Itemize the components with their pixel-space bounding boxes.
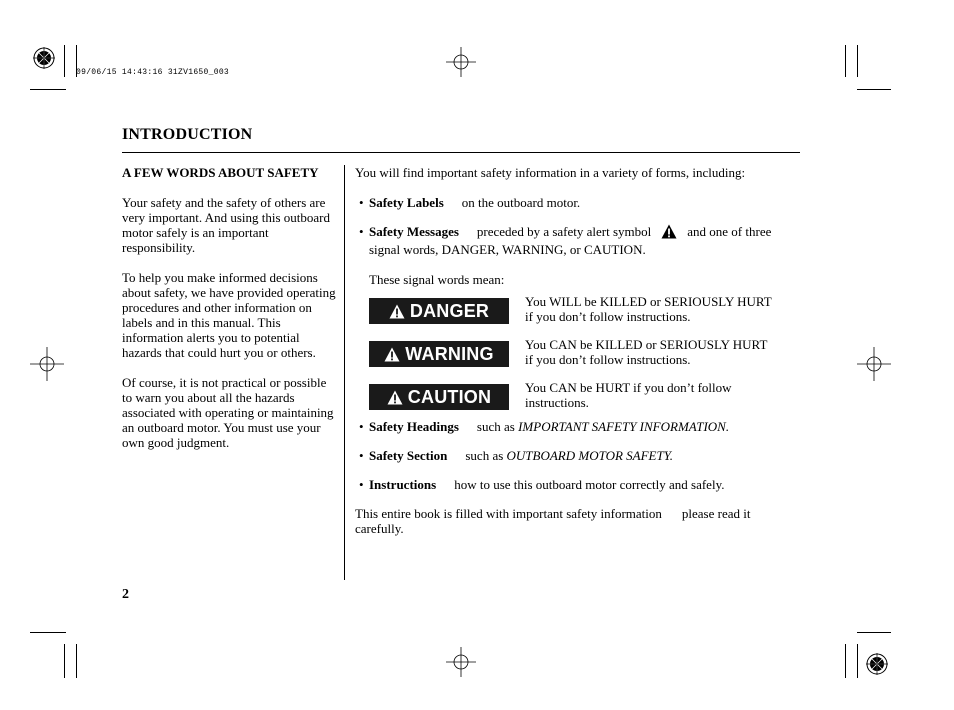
bullet-safety-headings [355,419,800,434]
bullet-label: Safety Headings [369,419,459,434]
signal-word: DANGER [409,300,490,321]
page-number: 2 [122,587,129,602]
safety-alert-icon [384,347,400,362]
bullet-text: such as [476,419,515,434]
bullet-text: and one of three signal words, DANGER, WARNING, or CAUTION. [369,224,772,257]
crop-line [76,644,77,678]
bullet-dot: • [359,448,364,463]
bullet-dot: • [359,195,364,210]
bullet-label: Safety Labels [369,195,444,210]
crop-line [857,45,858,77]
safety-heading: A FEW WORDS ABOUT SAFETY [122,165,319,180]
signal-meaning: You WILL be KILLED or SERIOUSLY HURT if you don’t follow instructions. [525,294,772,324]
bullet-text: how to use this outboard motor correctly and safely. [454,477,725,492]
signal-row-caution [369,380,800,410]
crop-line [64,644,65,678]
bullet-text: such as [465,448,504,463]
closing-part: This entire book is filled with important safety information [355,506,662,521]
signal-word: CAUTION [407,386,492,407]
bullet-safety-messages [355,224,800,257]
paragraph: Your safety and the safety of others are very important. And using this outboard motor safely is an important responsibility. [122,195,330,255]
safety-alert-icon [661,224,677,242]
crop-line [857,89,891,90]
signal-meaning: You CAN be HURT if you don’t follow instructions. [525,380,732,410]
paragraph: To help you make informed decisions about safety, we have provided operating procedures and other information on labels and in this manual. This information alerts you to potential hazards that could hurt you or others. [122,270,336,360]
bullet-label: Safety Messages [369,224,459,239]
crosshair-mark-top [446,47,476,82]
safety-alert-icon [387,390,403,405]
warning-signal-box [369,341,509,367]
signal-row-warning [369,337,800,367]
intro-text: You will find important safety information in a variety of forms, including: [355,165,746,180]
caution-signal-box [369,384,509,410]
column-divider [344,165,345,580]
signal-word: WARNING [405,343,494,364]
print-stamp: 09/06/15 14:43:16 31ZV1650_003 [76,68,230,77]
signal-meaning: You CAN be KILLED or SERIOUSLY HURT if you don’t follow instructions. [525,337,768,367]
crop-line [857,644,858,678]
crosshair-mark-bottom [446,647,476,682]
bullet-instructions [355,477,800,492]
bullet-dot: • [359,419,364,434]
registration-mark-top-left [33,47,55,74]
crop-line [857,632,891,633]
bullet-emphasis: IMPORTANT SAFETY INFORMATION. [518,419,730,434]
right-column [355,165,800,536]
safety-alert-icon [389,304,405,319]
crop-line [845,45,846,77]
danger-signal-box [369,298,509,324]
bullet-safety-section [355,448,800,463]
left-column [122,165,337,465]
bullet-dot: • [359,224,364,239]
header-rule [122,152,800,153]
crop-line [845,644,846,678]
bullet-emphasis: OUTBOARD MOTOR SAFETY. [506,448,674,463]
crop-line [30,632,66,633]
bullet-text: preceded by a safety alert symbol [476,224,652,239]
crop-line [64,45,65,77]
bullet-safety-labels [355,195,800,210]
crop-line [30,89,66,90]
closing-text [355,506,785,536]
crosshair-mark-left [30,347,64,386]
bullet-label: Safety Section [369,448,448,463]
signal-intro: These signal words mean: [369,272,505,287]
signal-row-danger [369,294,800,324]
bullet-text: on the outboard motor. [461,195,581,210]
crosshair-mark-right [857,347,891,386]
bullet-label: Instructions [369,477,437,492]
closing-part: please read it carefully. [355,506,751,536]
registration-mark-bottom-right [866,653,888,680]
paragraph: Of course, it is not practical or possible to warn you about all the hazards associated with operating or maintaining an outboard motor. You must use your own good judgment. [122,375,334,450]
section-title: INTRODUCTION [122,126,253,143]
bullet-dot: • [359,477,364,492]
